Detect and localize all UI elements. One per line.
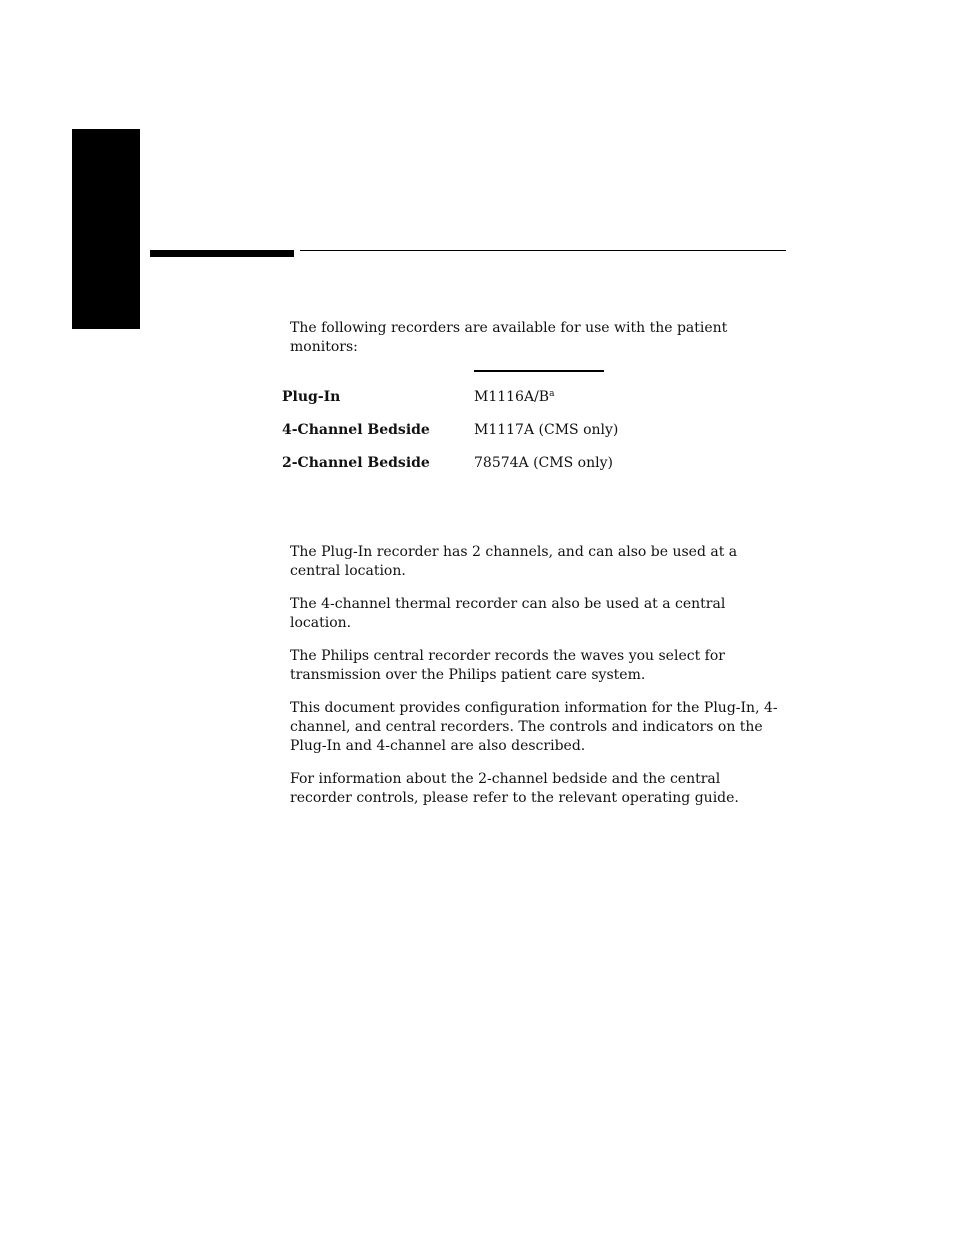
- paragraph-reference: For information about the 2-channel bedside and the central recorder controls, please refer to the relevant operating guide.: [290, 771, 739, 806]
- heading-rule-thin: [300, 250, 786, 251]
- table-header-rule: [474, 370, 604, 372]
- recorder-model: 78574A (CMS only): [474, 455, 613, 471]
- paragraph-central: The Philips central recorder records the waves you select for transmission over the Philips patient care system.: [290, 648, 725, 683]
- paragraph-plug-in: The Plug-In recorder has 2 channels, and can also be used at a central location.: [290, 544, 738, 579]
- recorder-type: Plug-In: [282, 389, 341, 405]
- recorder-model: [474, 386, 554, 408]
- recorder-type: 4-Channel Bedside: [282, 422, 430, 438]
- chapter-side-tab: [72, 129, 140, 329]
- paragraph-4-channel: The 4-channel thermal recorder can also be used at a central location.: [290, 596, 726, 631]
- heading-rule-thick: [150, 250, 294, 257]
- recorder-type: 2-Channel Bedside: [282, 455, 430, 471]
- recorder-model: M1117A (CMS only): [474, 422, 619, 438]
- recorder-model-number: M1116A/B: [474, 389, 550, 405]
- intro-paragraph: The following recorders are available for use with the patient monitors:: [290, 320, 728, 355]
- body-text: [290, 543, 786, 822]
- paragraph-document-scope: This document provides configuration information for the Plug-In, 4-channel, and central recorders. The controls and indicators on the Plug-In and 4-channel are also described.: [290, 700, 778, 754]
- footnote-marker: a: [549, 389, 555, 399]
